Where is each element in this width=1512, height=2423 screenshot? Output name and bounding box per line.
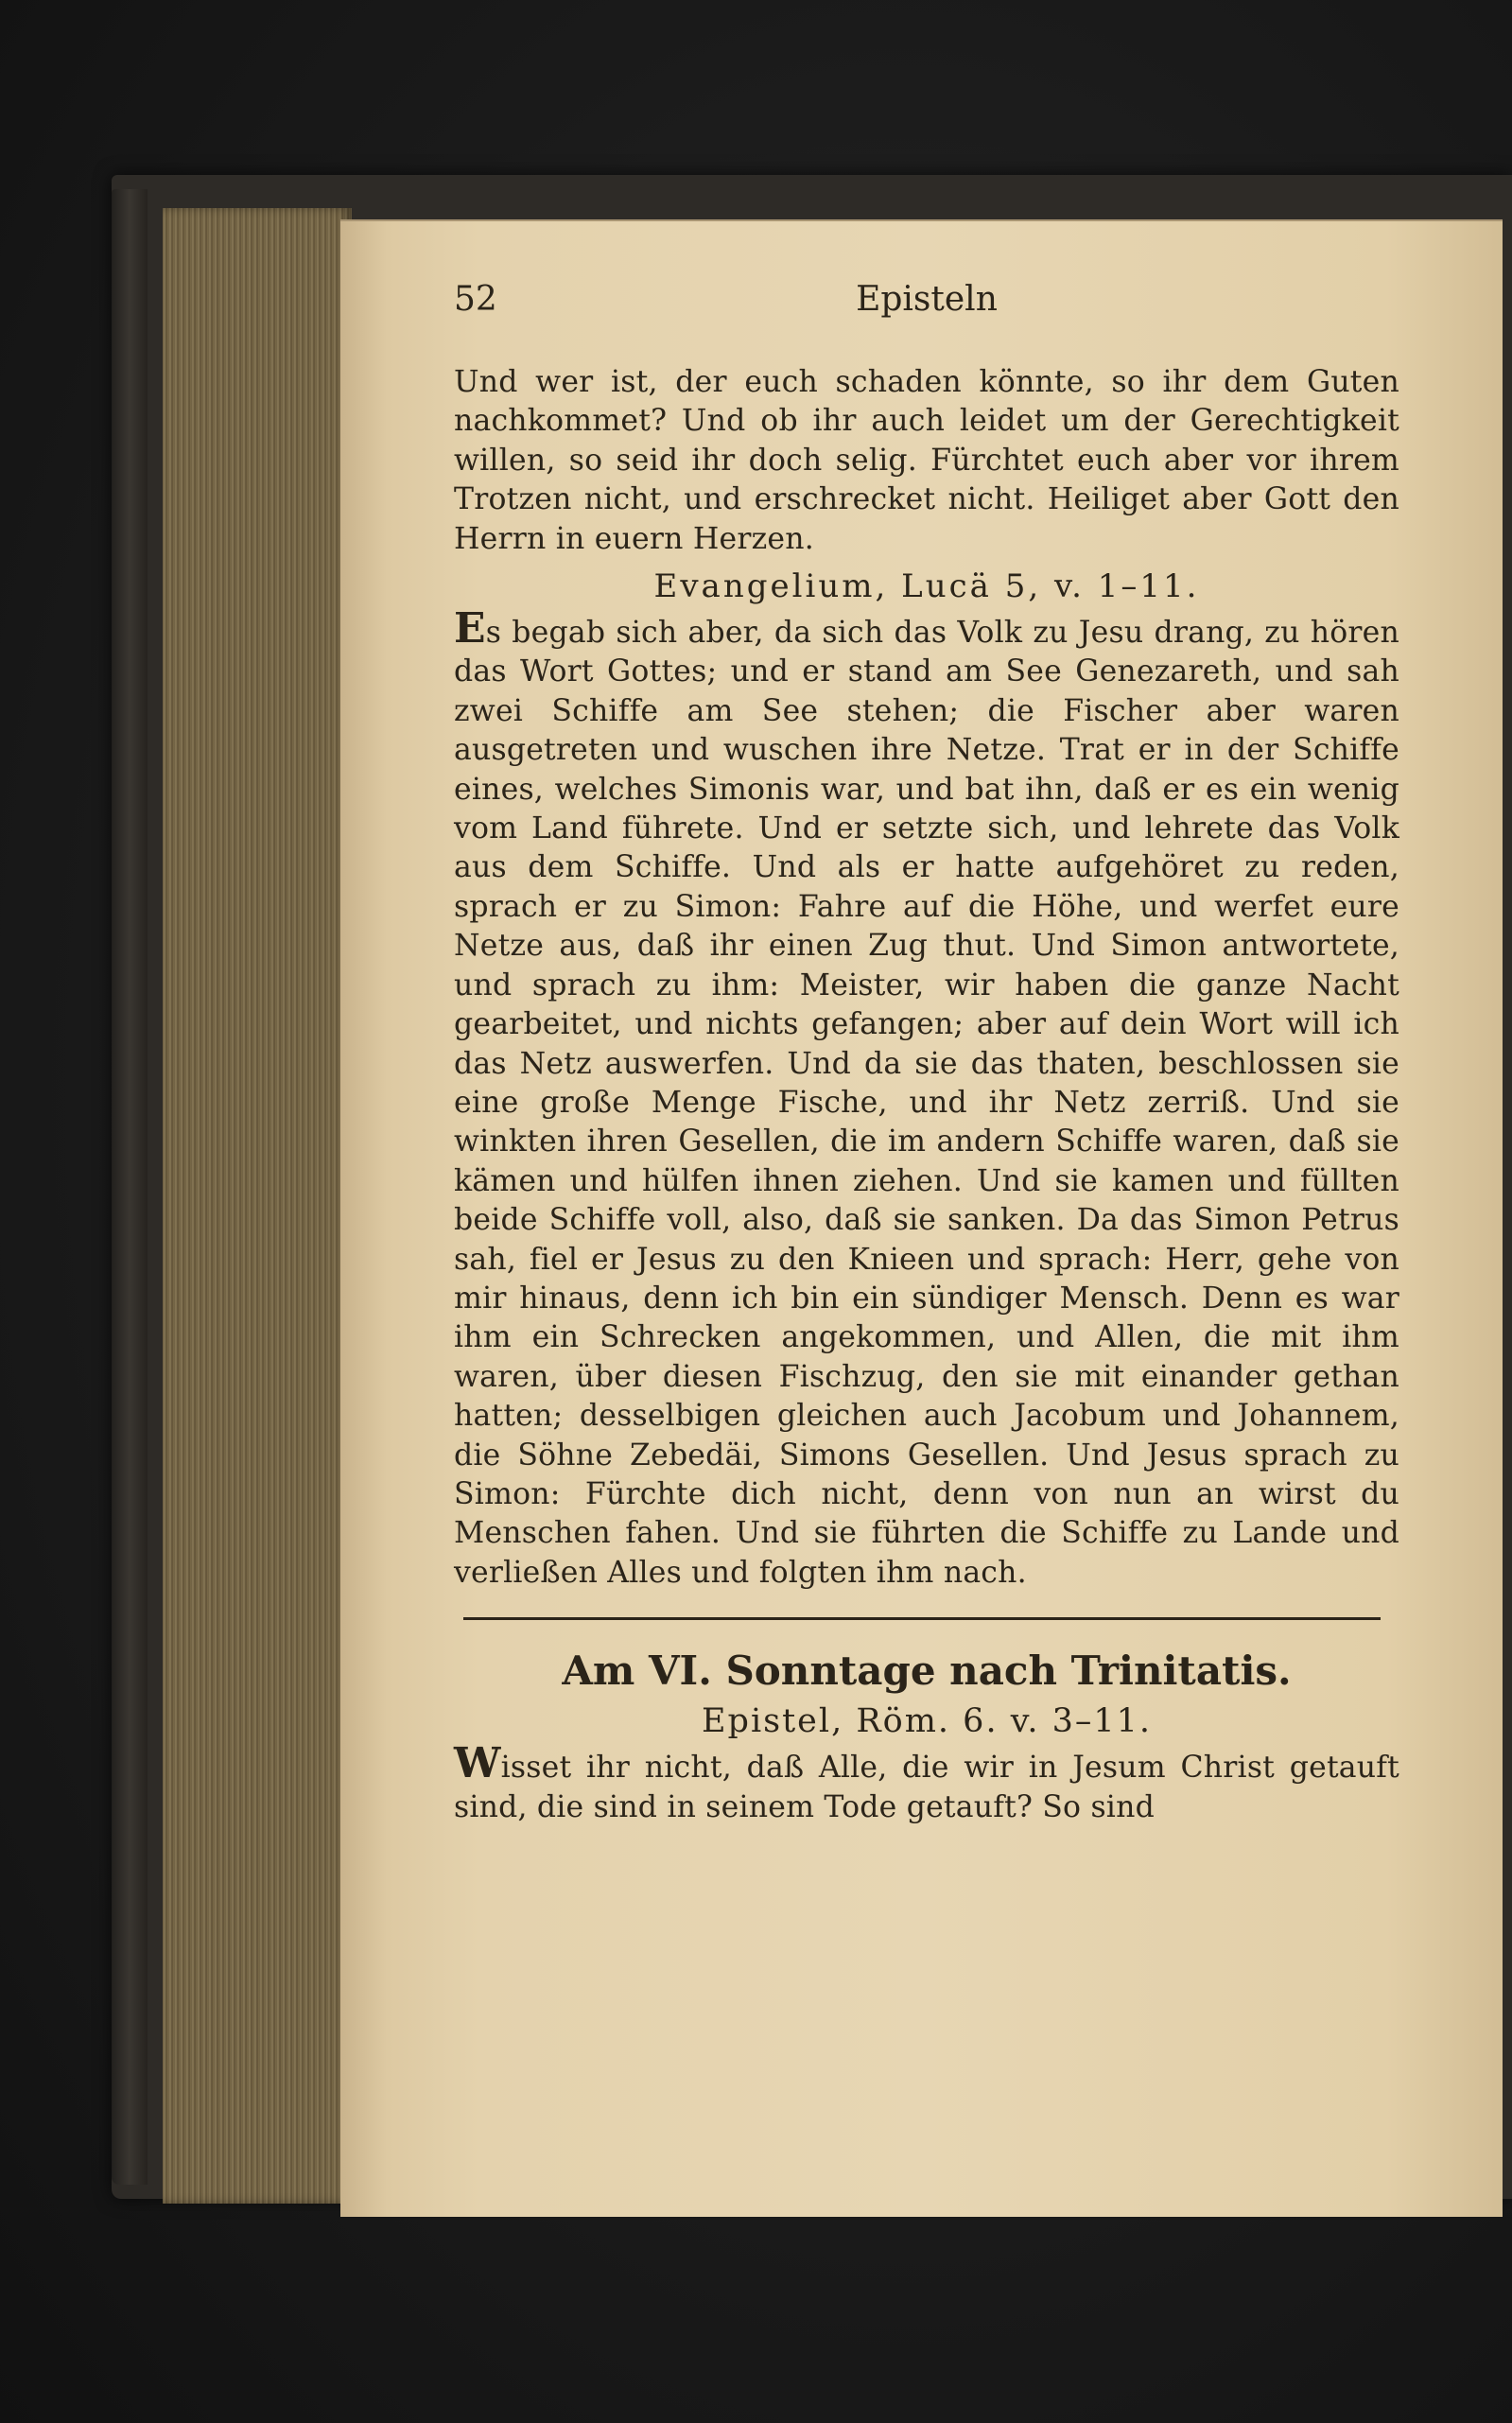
page-number: 52 — [454, 280, 497, 319]
gospel-heading: Evangelium, Lucä 5, v. 1–11. — [653, 567, 1200, 606]
gospel-paragraph — [454, 604, 1399, 1593]
opening-paragraph: Und wer ist, der euch schaden könnte, so ihr dem Guten nachkommet? Und ob ihr auch leidet um der Gerechtigkeit willen, so seid ihr doch selig. Fürchtet euch aber vor ihrem Trotzen nicht, und erschrecket nicht. Heiliget aber Gott den Herrn in euern Herzen. — [454, 365, 1399, 556]
epistle-initial: W — [454, 1739, 501, 1788]
page-content — [454, 274, 1399, 1827]
page-header — [454, 274, 1399, 329]
epistle-paragraph — [454, 1739, 1399, 1827]
sunday-heading: Am VI. Sonntage nach Trinitatis. — [562, 1647, 1292, 1695]
running-title: Episteln — [856, 280, 998, 319]
epistle-text: isset ihr nicht, daß Alle, die wir in Jesum Christ getauft sind, die sind in seinem Tode getauft? So sind — [454, 1751, 1399, 1824]
epistle-heading: Epistel, Röm. 6. v. 3–11. — [701, 1702, 1152, 1741]
gospel-text: s begab sich aber, da sich das Volk zu Jesu drang, zu hören das Wort Gottes; und er stand am See Genezareth, und sah zwei Schiffe am See stehen; die Fischer aber waren ausgetreten und wuschen ihre Netze. Trat er in der Schiffe eines, welches Simonis war, und bat ihn, daß er es ein wenig vom Land führete. Und er setzte sich, und lehrete das Volk aus dem Schiffe. Und als er hatte aufgehöret zu reden, sprach er zu Simon: Fahre auf die Höhe, und werfet eure Netze aus, daß ihr einen Zug thut. Und Simon antwortete, und sprach zu ihm: Meister, wir haben die ganze Nacht gearbeitet, und nichts gefangen; aber auf dein Wort will ich das Netz auswerfen. Und da sie das thaten, beschlossen sie eine große Menge Fische, und ihr Netz zerriß. Und sie winkten ihren Gesellen, die im andern Schiffe waren, daß sie kämen und hülfen ihnen ziehen. Und sie kamen und füllten beide Schiffe voll, also, daß sie sanken. Da das Simon Petrus sah, fiel er Jesus zu den Knieen und sprach: Herr, gehe von mir hinaus, denn ich bin ein sündiger Mensch. Denn es war ihm ein Schrecken angekommen, und Allen, die mit ihm waren, über diesen Fischzug, den sie mit einander gethan hatten; desselbigen gleichen auch Jacobum und Johannem, die Söhne Zebedäi, Simons Gesellen. Und Jesus sprach zu Simon: Fürchte dich nicht, denn von nun an wirst du Menschen fahen. Und sie führten die Schiffe zu Lande und verließen Alles und folgten ihm nach. — [454, 616, 1399, 1590]
section-divider — [463, 1617, 1381, 1620]
book-spine — [112, 189, 148, 2185]
gospel-initial: E — [454, 604, 486, 654]
page-edges — [163, 208, 352, 2204]
